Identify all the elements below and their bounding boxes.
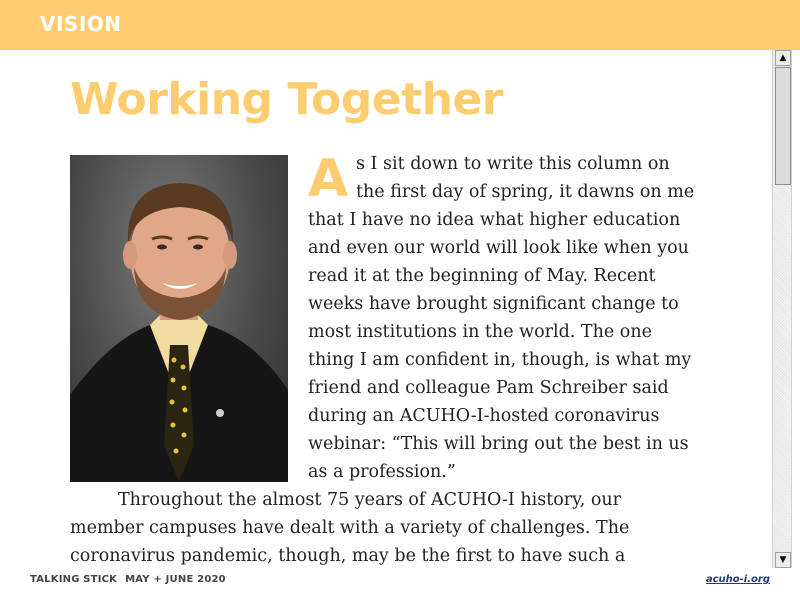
body-line: that I have no idea what higher education: [308, 210, 681, 230]
author-photo: [70, 155, 288, 482]
scroll-thumb[interactable]: [775, 67, 791, 185]
article-content: [0, 50, 772, 568]
article-title: Working Together: [70, 74, 504, 125]
body-line: weeks have brought significant change to: [308, 294, 679, 314]
scroll-up-button[interactable]: [775, 50, 791, 66]
body-line: Throughout the almost 75 years of ACUHO-I history, our: [118, 490, 621, 510]
section-label: VISION: [40, 12, 122, 36]
body-line: webinar: “This will bring out the best in us: [308, 434, 689, 454]
body-line: thing I am confident in, though, is what my: [308, 350, 692, 370]
triangle-down-icon: ▼: [779, 555, 787, 565]
scroll-down-button[interactable]: [775, 552, 791, 568]
article-body-column: [308, 150, 728, 486]
body-line: read it at the beginning of May. Recent: [308, 266, 656, 286]
vertical-scrollbar[interactable]: [772, 50, 792, 568]
body-line: friend and colleague Pam Schreiber said: [308, 378, 669, 398]
body-line: during an ACUHO-I-hosted coronavirus: [308, 406, 660, 426]
header-bar: [0, 0, 800, 50]
body-line: s I sit down to write this column on: [356, 154, 670, 174]
footer-publication: [30, 574, 226, 585]
body-line: most institutions in the world. The one: [308, 322, 652, 342]
website-link[interactable]: acuho-i.org: [705, 574, 770, 585]
body-line: the first day of spring, it dawns on me: [356, 182, 695, 202]
body-line: as a profession.”: [308, 462, 456, 482]
issue-date: MAY + JUNE 2020: [125, 574, 226, 585]
triangle-up-icon: ▲: [779, 53, 787, 63]
body-line: member campuses have dealt with a variety of challenges. The: [70, 518, 630, 538]
body-line: coronavirus pandemic, though, may be the first to have such a: [70, 546, 626, 566]
body-line: and even our world will look like when you: [308, 238, 689, 258]
article-paragraph-2: [70, 486, 750, 568]
publication-name: TALKING STICK: [30, 574, 118, 585]
drop-cap: A: [308, 149, 349, 209]
